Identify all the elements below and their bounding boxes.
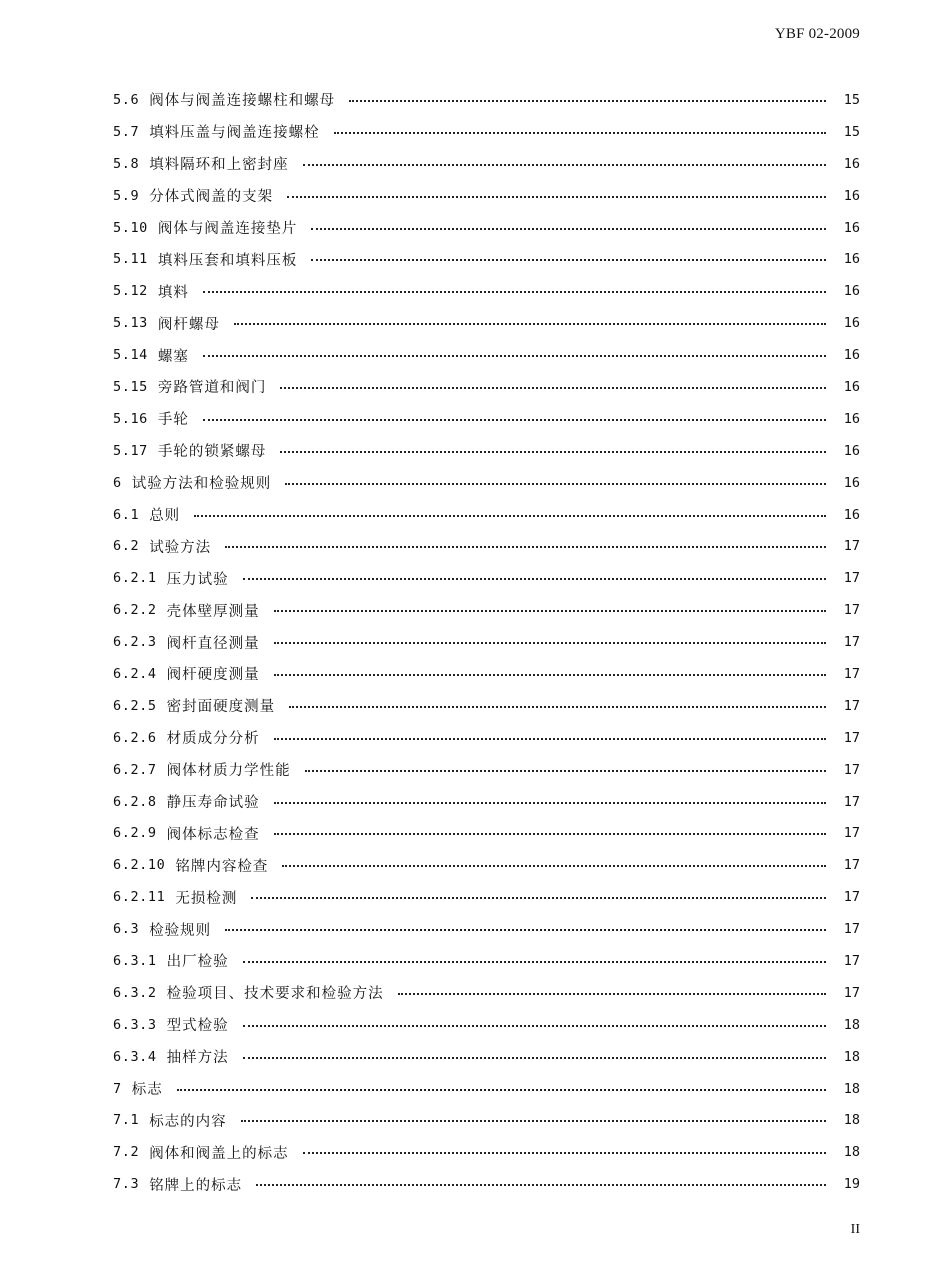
toc-entry-title: 阀杆直径测量 [166, 635, 260, 652]
toc-entry[interactable] [113, 243, 860, 275]
toc-entry-title: 检验规则 [149, 922, 212, 939]
toc-entry[interactable] [113, 913, 860, 945]
toc-dot-leader [251, 897, 826, 899]
toc-entry-page: 16 [843, 506, 860, 523]
toc-entry-title: 填料 [157, 284, 189, 301]
toc-entry-page: 17 [843, 538, 860, 555]
toc-entry-title: 螺塞 [157, 348, 189, 365]
toc-entry-title: 阀体与阀盖连接垫片 [157, 221, 298, 237]
toc-entry-page: 17 [843, 761, 860, 778]
toc-entry-title: 阀杆硬度测量 [166, 667, 260, 684]
toc-entry-number: 6.2.6 [113, 729, 157, 746]
toc-entry-page: 17 [843, 889, 860, 906]
toc-entry-title: 壳体壁厚测量 [166, 603, 260, 620]
toc-dot-leader [243, 1057, 826, 1059]
toc-dot-leader [225, 546, 826, 548]
toc-dot-leader [303, 1152, 826, 1154]
toc-entry-number: 5.12 [113, 283, 148, 300]
toc-dot-leader [280, 387, 826, 389]
toc-entry[interactable] [113, 722, 860, 754]
toc-entry-number: 6.2.1 [113, 570, 157, 587]
toc-dot-leader [282, 865, 826, 867]
toc-dot-leader [334, 132, 826, 134]
toc-entry-title: 密封面硬度测量 [166, 699, 276, 716]
toc-dot-leader [243, 1025, 826, 1027]
toc-entry-page: 17 [843, 570, 860, 587]
toc-dot-leader [234, 323, 826, 325]
toc-entry-page: 16 [843, 219, 860, 236]
toc-entry-page: 17 [843, 793, 860, 810]
toc-entry-title: 分体式阀盖的支架 [149, 189, 274, 206]
toc-entry-number: 6.2.10 [113, 857, 166, 874]
toc-entry-title: 旁路管道和阀门 [157, 380, 267, 397]
toc-dot-leader [225, 929, 826, 931]
toc-dot-leader [305, 770, 826, 772]
toc-dot-leader [203, 355, 826, 357]
toc-entry[interactable] [113, 435, 860, 467]
toc-entry-number: 6 [113, 474, 122, 491]
toc-entry-page: 16 [843, 474, 860, 491]
toc-entry-number: 6.2.4 [113, 665, 157, 682]
toc-entry-number: 5.11 [113, 251, 148, 268]
toc-dot-leader [285, 483, 826, 485]
toc-entry-number: 5.14 [113, 347, 148, 364]
toc-dot-leader [311, 259, 826, 261]
toc-dot-leader [243, 578, 826, 580]
toc-entry-number: 7.1 [113, 1112, 140, 1129]
toc-entry-page: 16 [843, 410, 860, 427]
toc-entry[interactable] [113, 1073, 860, 1105]
toc-entry-number: 7 [113, 1080, 122, 1097]
toc-dot-leader [243, 961, 826, 963]
toc-entry[interactable] [113, 1105, 860, 1137]
toc-entry[interactable] [113, 116, 860, 148]
toc-entry-page: 16 [843, 315, 860, 332]
toc-entry-number: 6.2.7 [113, 761, 157, 778]
toc-entry-title: 总则 [149, 508, 181, 525]
toc-dot-leader [311, 228, 826, 230]
toc-dot-leader [177, 1089, 826, 1091]
toc-entry[interactable] [113, 881, 860, 913]
toc-entry-title: 铭牌内容检查 [175, 858, 269, 875]
toc-dot-leader [289, 706, 826, 708]
toc-entry-page: 17 [843, 984, 860, 1001]
toc-entry-page: 17 [843, 634, 860, 651]
toc-entry[interactable] [113, 530, 860, 562]
toc-entry-title: 阀体和阀盖上的标志 [149, 1145, 289, 1162]
toc-entry[interactable] [113, 786, 860, 818]
toc-entry-page: 17 [843, 697, 860, 714]
toc-entry-number: 6.3.1 [113, 952, 157, 969]
toc-entry-title: 阀体标志检查 [166, 826, 260, 843]
toc-entry-title: 无损检测 [175, 890, 238, 907]
toc-dot-leader [274, 738, 826, 740]
toc-entry-page: 19 [843, 1176, 860, 1193]
toc-entry-title: 出厂检验 [166, 954, 229, 971]
toc-dot-leader [280, 451, 826, 453]
toc-entry-title: 材质成分分析 [166, 731, 260, 748]
toc-entry[interactable] [113, 339, 860, 371]
toc-dot-leader [241, 1120, 826, 1122]
toc-entry-number: 6.2 [113, 538, 140, 555]
toc-entry[interactable] [113, 977, 860, 1009]
toc-entry-page: 15 [843, 123, 860, 140]
toc-entry-title: 铭牌上的标志 [149, 1177, 243, 1194]
toc-entry[interactable] [113, 658, 860, 690]
toc-entry-page: 17 [843, 602, 860, 619]
toc-dot-leader [349, 100, 826, 102]
toc-entry-page: 16 [843, 283, 860, 300]
toc-dot-leader [194, 515, 826, 517]
toc-entry[interactable] [113, 594, 860, 626]
toc-entry-page: 17 [843, 857, 860, 874]
toc-entry[interactable] [113, 467, 860, 499]
toc-entry-title: 填料压盖与阀盖连接螺栓 [149, 125, 320, 142]
toc-entry-number: 5.7 [113, 123, 140, 140]
toc-entry-page: 16 [843, 347, 860, 364]
toc-entry-page: 18 [843, 1080, 860, 1097]
toc-entry[interactable] [113, 626, 860, 658]
toc-entry-title: 检验项目、技术要求和检验方法 [166, 986, 384, 1003]
toc-dot-leader [274, 610, 826, 612]
toc-entry-page: 15 [843, 91, 860, 108]
toc-entry[interactable] [113, 690, 860, 722]
toc-entry[interactable] [113, 817, 860, 849]
toc-entry-page: 16 [843, 251, 860, 268]
toc-entry[interactable] [113, 1041, 860, 1073]
toc-entry[interactable] [113, 403, 860, 435]
toc-entry-number: 6.3.2 [113, 984, 157, 1001]
toc-entry-title: 阀体材质力学性能 [166, 763, 291, 780]
toc-entry[interactable] [113, 307, 860, 339]
toc-entry-page: 17 [843, 825, 860, 842]
document-code: YBF 02-2009 [774, 26, 860, 42]
toc-dot-leader [203, 291, 826, 293]
toc-dot-leader [274, 674, 826, 676]
toc-entry-title: 标志的内容 [149, 1113, 227, 1130]
toc-entry-title: 手轮的锁紧螺母 [157, 444, 267, 461]
toc-entry-page: 18 [843, 1016, 860, 1033]
toc-entry-number: 5.15 [113, 378, 148, 395]
toc-dot-leader [203, 419, 826, 421]
toc-entry-title: 手轮 [157, 412, 189, 429]
toc-entry-number: 5.16 [113, 410, 148, 427]
toc-entry[interactable] [113, 84, 860, 116]
toc-entry-number: 7.3 [113, 1176, 140, 1193]
toc-entry-title: 静压寿命试验 [166, 795, 260, 812]
toc-dot-leader [274, 833, 826, 835]
toc-entry-title: 填料隔环和上密封座 [149, 157, 289, 174]
toc-entry[interactable] [113, 1009, 860, 1041]
toc-entry-number: 5.6 [113, 91, 140, 108]
toc-entry[interactable] [113, 849, 860, 881]
toc-entry-page: 17 [843, 952, 860, 969]
toc-entry-number: 6.3.3 [113, 1016, 157, 1033]
toc-entry-title: 型式检验 [166, 1018, 229, 1035]
toc-entry-number: 5.8 [113, 155, 140, 172]
toc-entry-number: 6.2.2 [113, 602, 157, 619]
toc-entry-page: 16 [843, 378, 860, 395]
toc-entry-page: 16 [843, 155, 860, 172]
toc-entry[interactable] [113, 945, 860, 977]
toc-entry-title: 阀体与阀盖连接螺柱和螺母 [149, 93, 336, 110]
toc-entry-number: 5.10 [113, 219, 148, 236]
toc-entry[interactable] [113, 371, 860, 403]
toc-entry[interactable] [113, 754, 860, 786]
toc-entry-number: 6.2.11 [113, 889, 166, 906]
toc-entry-title: 填料压套和填料压板 [157, 252, 298, 269]
toc-entry-page: 18 [843, 1112, 860, 1129]
toc-entry[interactable] [113, 499, 860, 531]
toc-entry-title: 抽样方法 [166, 1050, 229, 1067]
toc-entry[interactable] [113, 1168, 860, 1200]
toc-entry-number: 6.2.5 [113, 697, 157, 714]
toc-entry-number: 6.2.9 [113, 825, 157, 842]
toc-entry-page: 17 [843, 921, 860, 938]
toc-entry-number: 6.2.3 [113, 634, 157, 651]
toc-entry-title: 阀杆螺母 [157, 316, 220, 333]
toc-entry-number: 6.1 [113, 506, 140, 523]
toc-entry[interactable] [113, 148, 860, 180]
table-of-contents [113, 84, 860, 1200]
toc-entry[interactable] [113, 212, 860, 244]
toc-entry-page: 17 [843, 665, 860, 682]
toc-entry-page: 18 [843, 1048, 860, 1065]
toc-entry[interactable] [113, 180, 860, 212]
toc-dot-leader [287, 196, 826, 198]
toc-entry[interactable] [113, 562, 860, 594]
toc-entry[interactable] [113, 275, 860, 307]
toc-entry-number: 6.3.4 [113, 1048, 157, 1065]
toc-entry-title: 试验方法 [149, 539, 212, 556]
toc-entry[interactable] [113, 1136, 860, 1168]
toc-entry-number: 6.3 [113, 921, 140, 938]
toc-entry-number: 6.2.8 [113, 793, 157, 810]
toc-entry-page: 16 [843, 187, 860, 204]
toc-entry-page: 18 [843, 1144, 860, 1161]
toc-dot-leader [256, 1184, 826, 1186]
toc-entry-number: 5.13 [113, 315, 148, 332]
page-number: II [850, 1222, 860, 1237]
toc-entry-number: 7.2 [113, 1144, 140, 1161]
toc-dot-leader [274, 642, 826, 644]
toc-entry-page: 16 [843, 442, 860, 459]
toc-entry-title: 标志 [131, 1082, 163, 1099]
toc-dot-leader [303, 164, 826, 166]
toc-entry-page: 17 [843, 729, 860, 746]
toc-dot-leader [398, 993, 826, 995]
toc-entry-number: 5.17 [113, 442, 148, 459]
toc-entry-title: 压力试验 [166, 571, 229, 588]
toc-entry-title: 试验方法和检验规则 [131, 476, 272, 493]
toc-entry-number: 5.9 [113, 187, 140, 204]
toc-dot-leader [274, 802, 826, 804]
